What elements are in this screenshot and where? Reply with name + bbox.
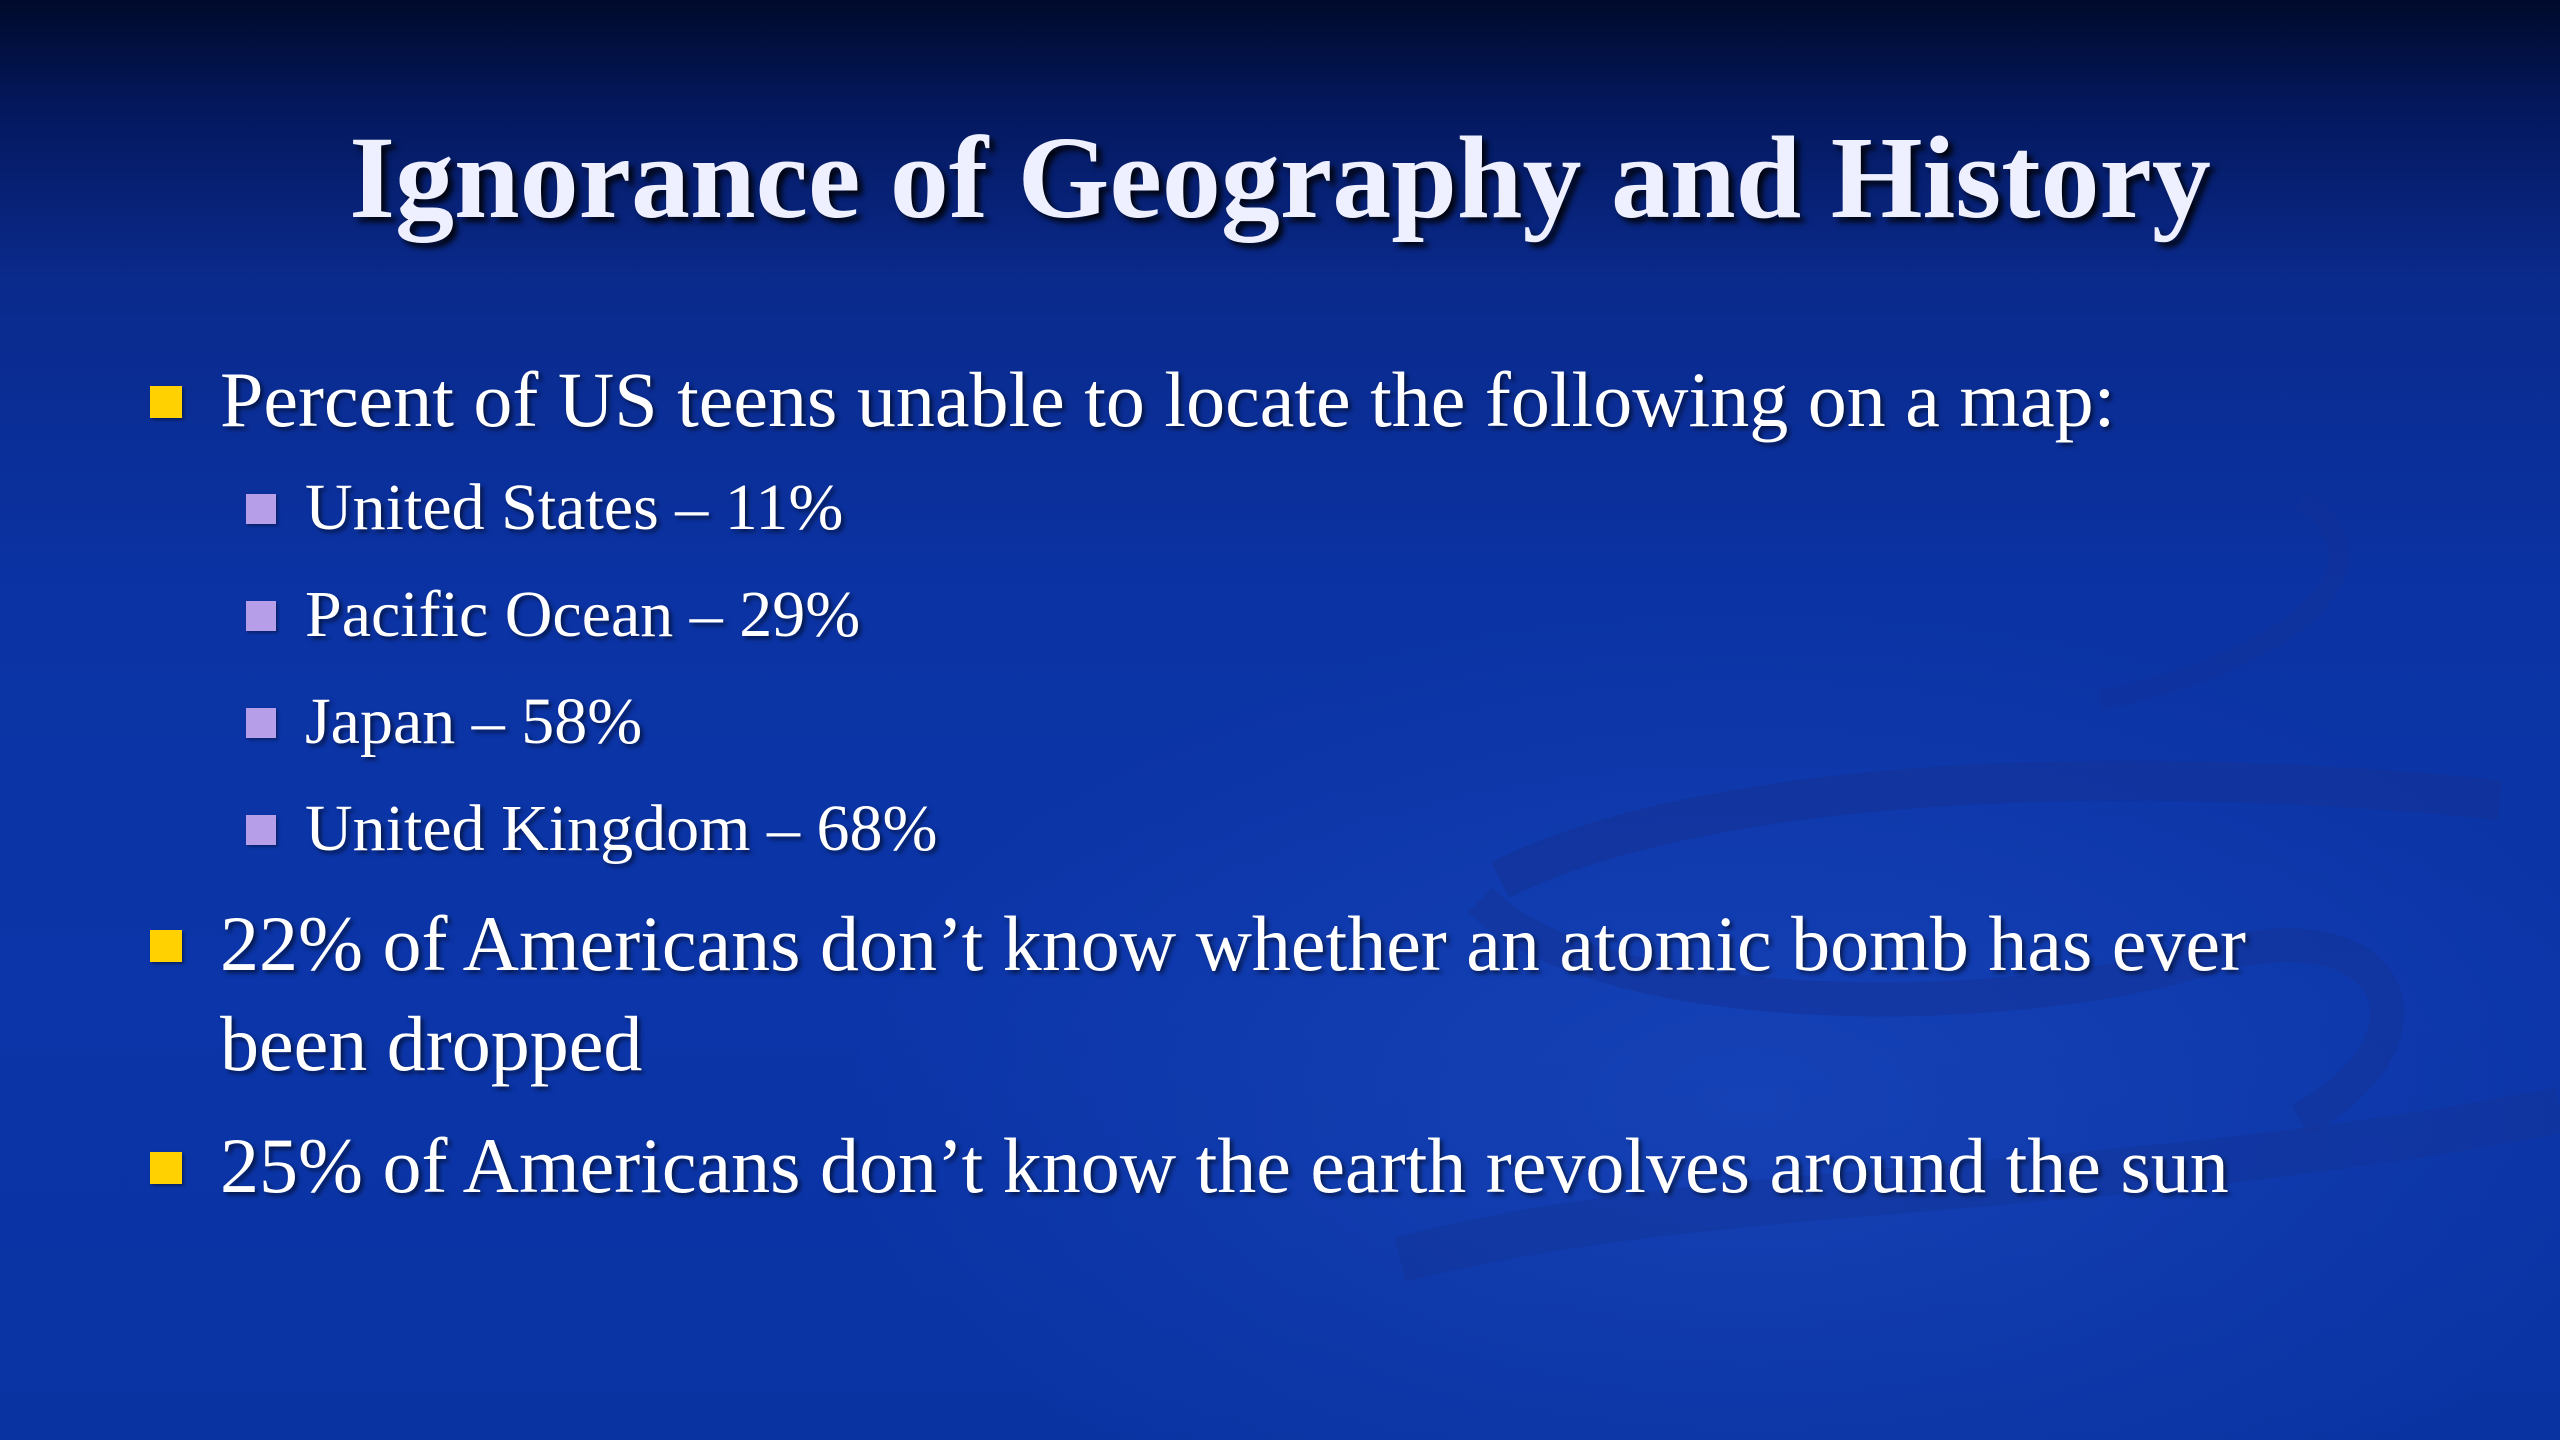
sub-bullet-text: United States – 11%: [305, 471, 844, 544]
sub-bullet-text: United Kingdom – 68%: [305, 792, 938, 865]
yellow-square-bullet-icon: [150, 930, 182, 962]
lavender-square-bullet-icon: [246, 494, 276, 524]
bullet-text-line-2: been dropped: [220, 1000, 643, 1087]
sub-bullet-item: [150, 454, 2450, 561]
sub-bullet-item: [150, 775, 2450, 882]
lavender-square-bullet-icon: [246, 815, 276, 845]
bullet-item: [150, 1116, 2450, 1216]
bullet-text-line-1: 22% of Americans don’t know whether an atomic bomb has ever: [220, 900, 2247, 987]
sub-bullet-item: [150, 668, 2450, 775]
bullet-item: [150, 894, 2450, 1094]
sub-bullet-text: Pacific Ocean – 29%: [305, 578, 861, 651]
bullet-text: 25% of Americans don’t know the earth revolves around the sun: [220, 1122, 2229, 1209]
slide-title: Ignorance of Geography and History: [349, 112, 2211, 243]
lavender-square-bullet-icon: [246, 601, 276, 631]
yellow-square-bullet-icon: [150, 1152, 182, 1184]
sub-bullet-text: Japan – 58%: [305, 685, 643, 758]
yellow-square-bullet-icon: [150, 386, 182, 418]
bullet-item: [150, 350, 2450, 450]
lavender-square-bullet-icon: [246, 708, 276, 738]
bullet-list: [150, 350, 2450, 1216]
sub-bullet-item: [150, 561, 2450, 668]
bullet-text: Percent of US teens unable to locate the following on a map:: [220, 356, 2116, 443]
